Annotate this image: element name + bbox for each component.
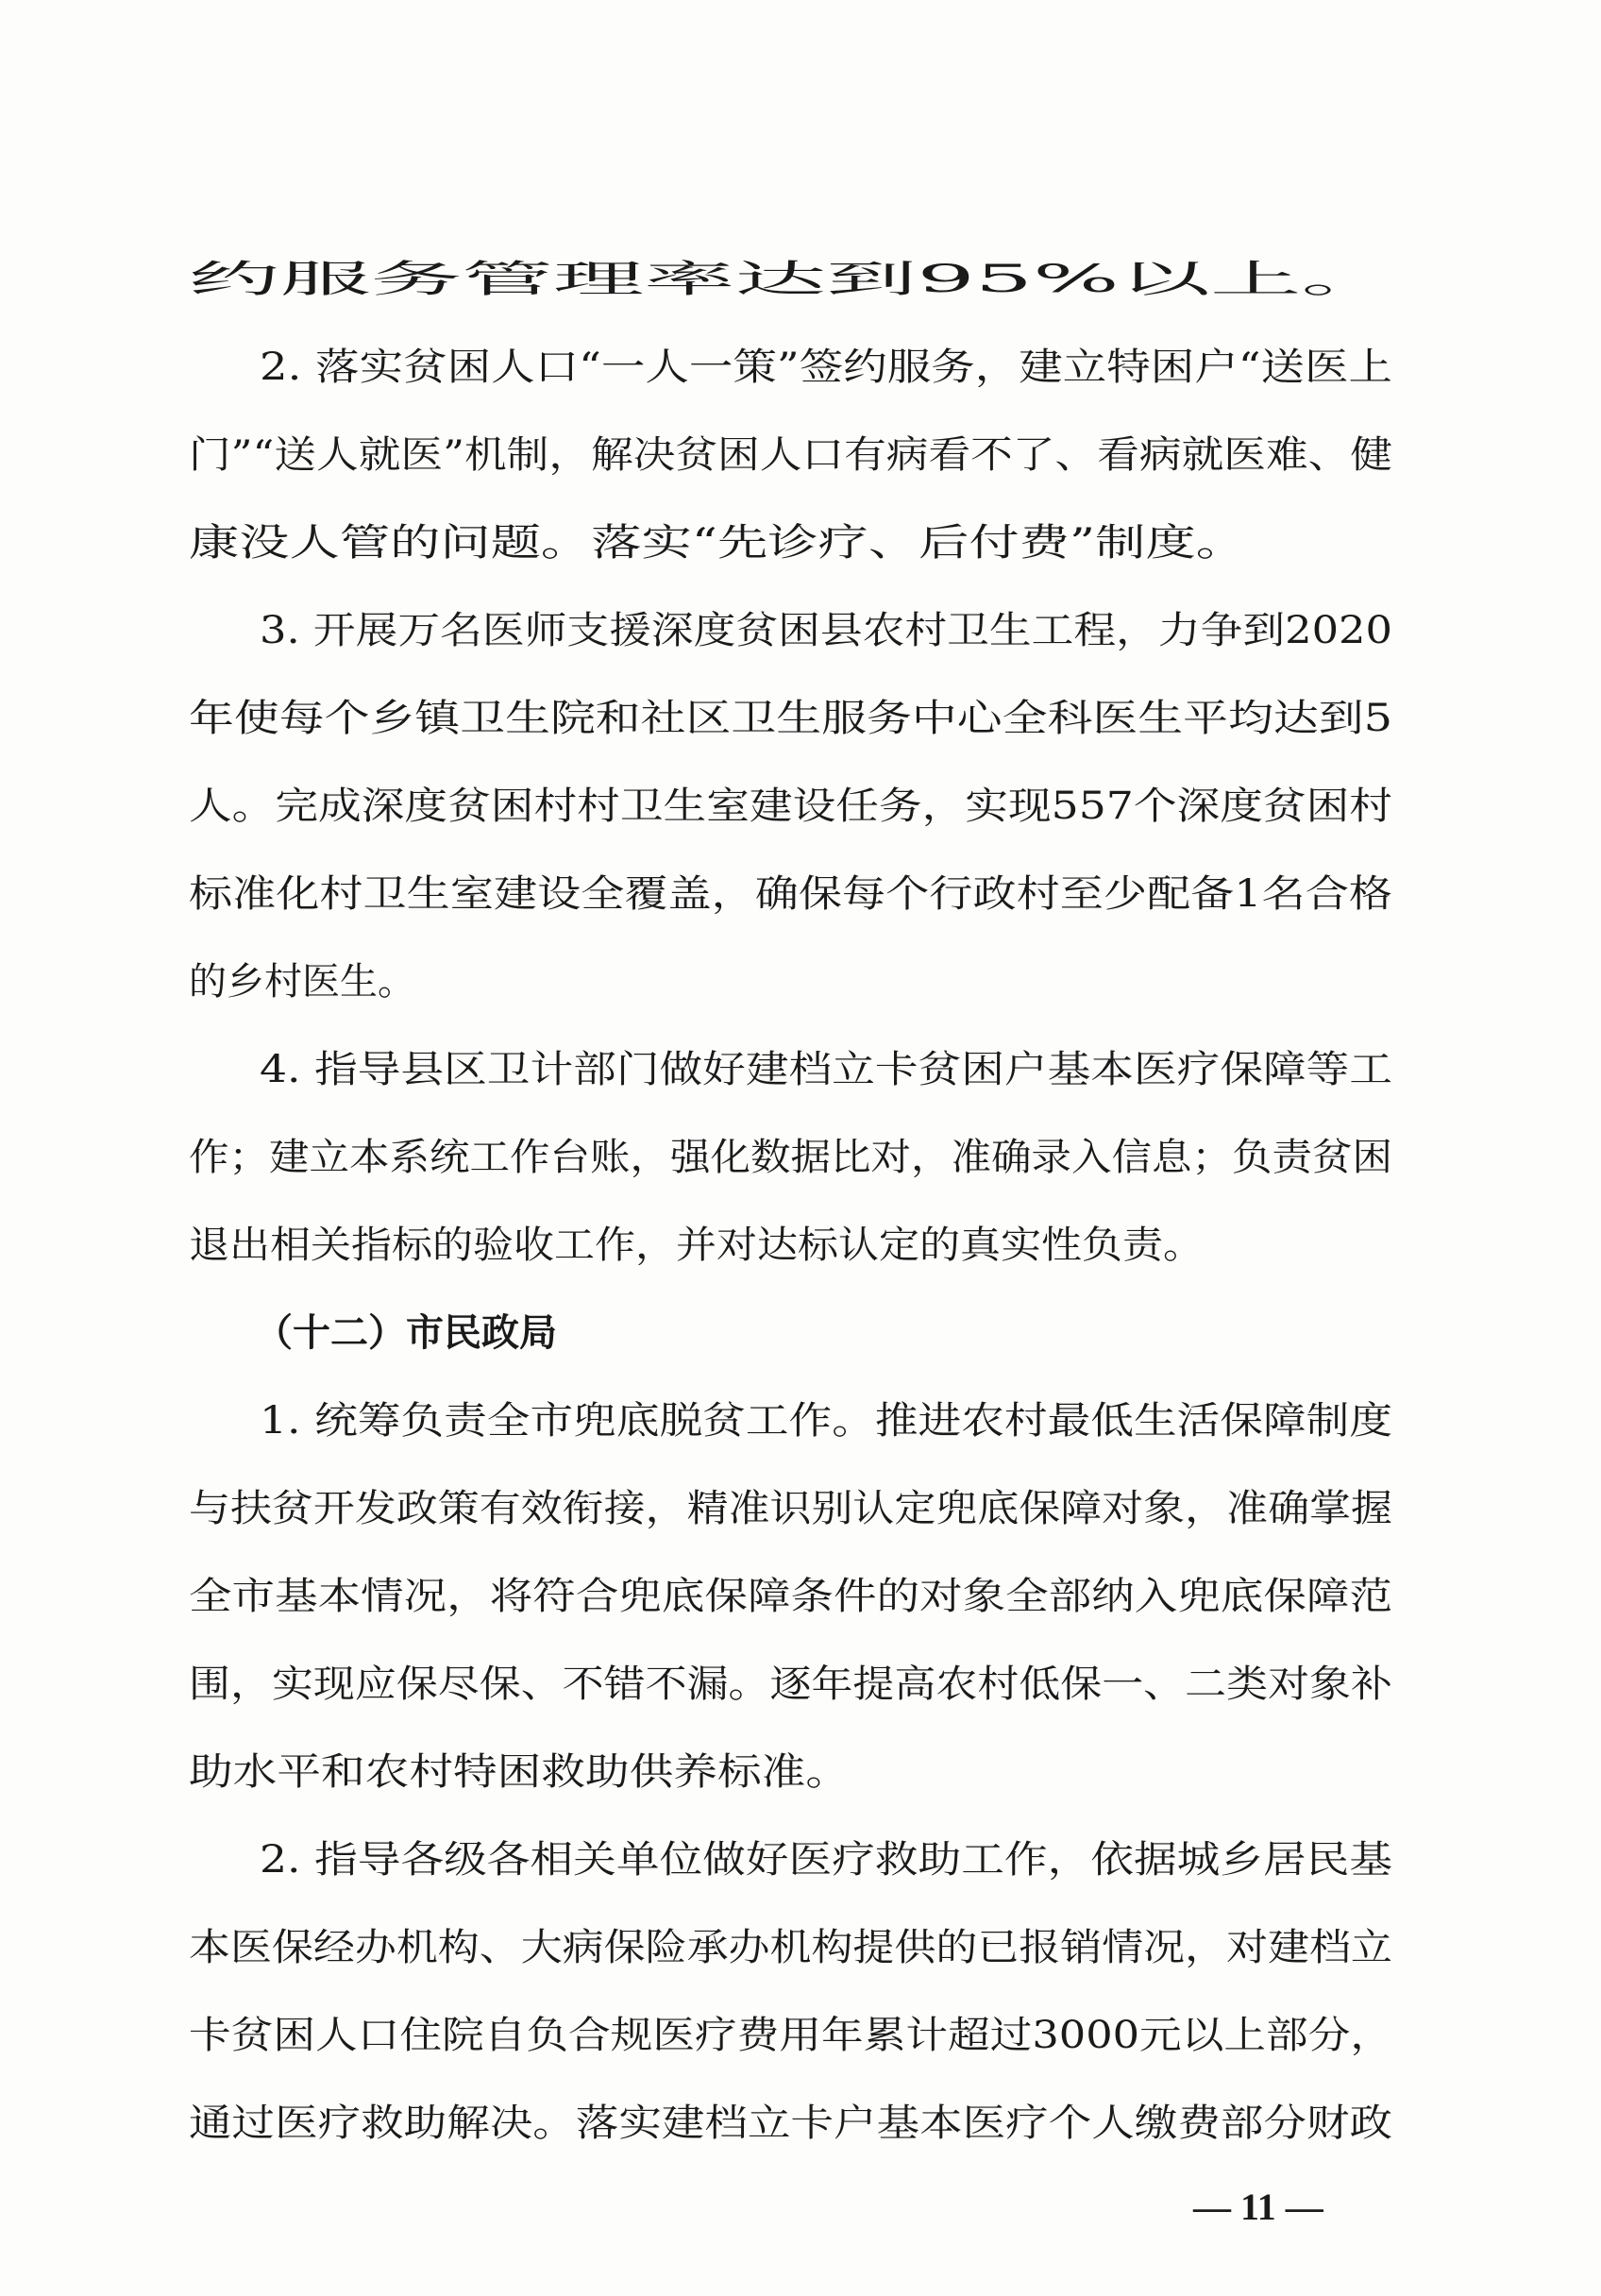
paragraph-line-6: 年使每个乡镇卫生院和社区卫生服务中心全科医生平均达到5 [189, 697, 1393, 740]
paragraph-line-20: 卡贫困人口住院自负合规医疗费用年累计超过3000元以上部分， [189, 2014, 1393, 2057]
paragraph-line-11: 作；建立本系统工作台账，强化数据比对，准确录入信息；负责贫困 [189, 1136, 1392, 1179]
paragraph-line-9: 的乡村医生。 [189, 960, 415, 1004]
paragraph-line-10: 4. 指导县区卫计部门做好建档立卡贫困户基本医疗保障等工 [260, 1048, 1393, 1091]
paragraph-line-18: 2. 指导各级各相关单位做好医疗救助工作，依据城乡居民基 [260, 1838, 1393, 1882]
paragraph-line-15: 全市基本情况，将符合兜底保障条件的对象全部纳入兜底保障范 [189, 1575, 1393, 1618]
paragraph-line-12: 退出相关指标的验收工作，并对达标认定的真实性负责。 [189, 1224, 1204, 1267]
paragraph-line-7: 人。完成深度贫困村村卫生室建设任务，实现557个深度贫困村 [189, 785, 1392, 828]
paragraph-line-21: 通过医疗救助解决。落实建档立卡户基本医疗个人缴费部分财政 [189, 2102, 1393, 2145]
paragraph-line-17: 助水平和农村特困救助供养标准。 [189, 1750, 851, 1794]
paragraph-line-13: 1. 统筹负责全市兜底脱贫工作。推进农村最低生活保障制度 [260, 1399, 1393, 1443]
page-number: — 11 — [1193, 2186, 1323, 2228]
paragraph-line-1: 约服务管理率达到95%以上。 [189, 258, 1392, 301]
paragraph-line-19: 本医保经办机构、大病保险承办机构提供的已报销情况，对建档立 [189, 1926, 1392, 1969]
paragraph-line-3: 门”“送人就医”机制，解决贫困人口有病看不了、看病就医难、健 [189, 433, 1393, 477]
paragraph-line-14: 与扶贫开发政策有效衔接，精准识别认定兜底保障对象，准确掌握 [189, 1487, 1392, 1530]
section-heading: （十二）市民政局 [255, 1311, 557, 1355]
paragraph-line-4: 康没人管的问题。落实“先诊疗、后付费”制度。 [189, 521, 1247, 565]
paragraph-line-8: 标准化村卫生室建设全覆盖，确保每个行政村至少配备1名合格 [189, 872, 1393, 916]
paragraph-line-16: 围，实现应保尽保、不错不漏。逐年提高农村低保一、二类对象补 [189, 1663, 1392, 1706]
paragraph-line-2: 2. 落实贫困人口“一人一策”签约服务，建立特困户“送医上 [260, 346, 1392, 389]
paragraph-line-5: 3. 开展万名医师支援深度贫困县农村卫生工程，力争到2020 [260, 609, 1393, 652]
